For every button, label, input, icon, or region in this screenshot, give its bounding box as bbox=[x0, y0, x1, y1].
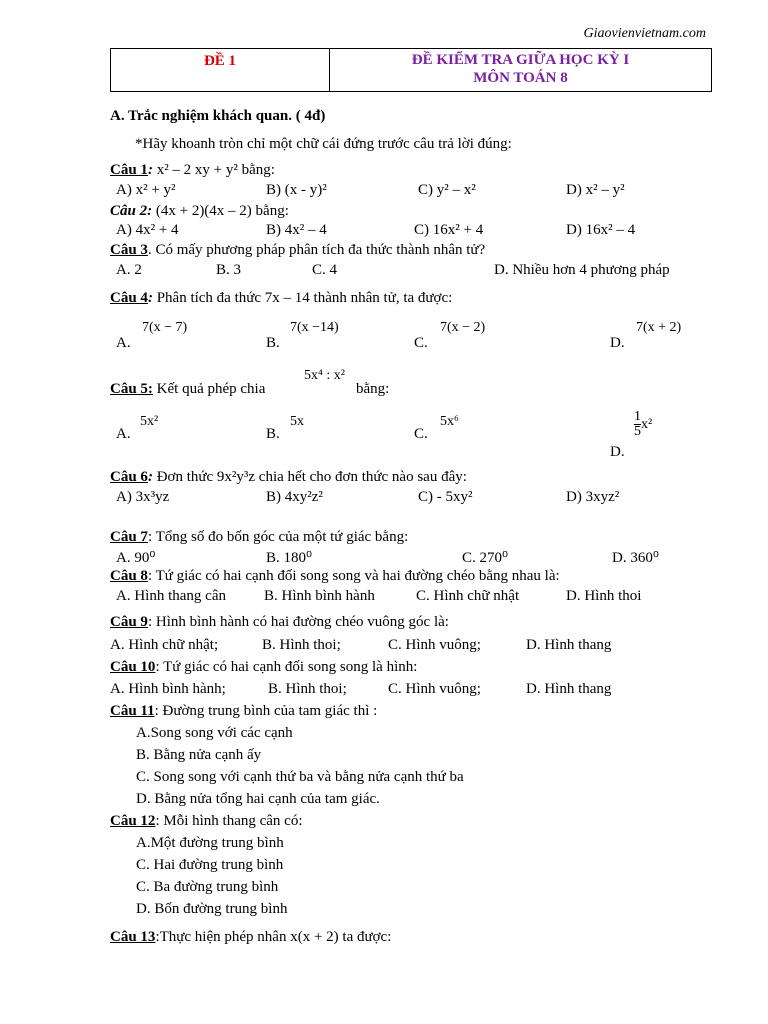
question-8: Câu 8: Tứ giác có hai cạnh đối song song và hai đường chéo bằng nhau là: bbox=[110, 568, 560, 584]
q11-option-c[interactable]: C. Song song với cạnh thứ ba và bằng nửa cạnh thứ ba bbox=[136, 769, 464, 785]
question-11: Câu 11: Đường trung bình của tam giác thì : bbox=[110, 703, 378, 719]
question-3: Câu 3. Có mấy phương pháp phân tích đa thức thành nhân tử? bbox=[110, 242, 486, 258]
question-11-text: : Đường trung bình của tam giác thì : bbox=[154, 703, 378, 719]
q8-option-a[interactable]: A. Hình thang cân bbox=[116, 588, 226, 604]
question-4: Câu 4: Phân tích đa thức 7x – 14 thành nhân tử, ta được: bbox=[110, 290, 453, 306]
q10-option-b[interactable]: B. Hình thoi; bbox=[268, 681, 347, 697]
q1-option-c[interactable]: C) y² – x² bbox=[418, 182, 476, 198]
question-13: Câu 13:Thực hiện phép nhân x(x + 2) ta được: bbox=[110, 929, 392, 945]
q7-option-b[interactable]: B. 180⁰ bbox=[266, 550, 313, 566]
q3-option-c[interactable]: C. 4 bbox=[312, 262, 338, 278]
q7-option-c[interactable]: C. 270⁰ bbox=[462, 550, 509, 566]
q1-option-b[interactable]: B) (x - y)² bbox=[266, 182, 327, 198]
q9-option-a[interactable]: A. Hình chữ nhật; bbox=[110, 637, 219, 653]
question-2-text: (4x + 2)(4x – 2) bằng: bbox=[155, 203, 289, 219]
q12-option-c[interactable]: C. Ba đường trung bình bbox=[136, 879, 279, 895]
question-6-text: Đơn thức 9x²y³z chia hết cho đơn thức nào sau đây: bbox=[152, 469, 467, 485]
question-1-text: x² – 2 xy + y² bằng: bbox=[156, 162, 275, 178]
question-8-text: : Tứ giác có hai cạnh đối song song và hai đường chéo bằng nhau là: bbox=[147, 568, 560, 584]
question-7: Câu 7: Tổng số đo bốn góc của một tứ giác bằng: bbox=[110, 529, 409, 545]
q3-option-a[interactable]: A. 2 bbox=[116, 262, 142, 278]
q2-option-d[interactable]: D) 16x² – 4 bbox=[566, 222, 636, 238]
q4-option-b[interactable]: B. bbox=[266, 335, 280, 351]
q6-option-d[interactable]: D) 3xyz² bbox=[566, 489, 620, 505]
exam-number: ĐỀ 1 bbox=[111, 49, 330, 91]
exam-title: ĐỀ KIỂM TRA GIỮA HỌC KỲ I MÔN TOÁN 8 bbox=[411, 52, 630, 86]
question-12: Câu 12: Mỗi hình thang cân có: bbox=[110, 813, 303, 829]
q4-option-c[interactable]: C. bbox=[414, 335, 428, 351]
q6-option-c[interactable]: C) - 5xy² bbox=[418, 489, 473, 505]
question-3-text: . Có mấy phương pháp phân tích đa thức thành nhân tử? bbox=[147, 242, 486, 258]
q4-expr-d: 7(x + 2) bbox=[636, 320, 682, 335]
q10-option-c[interactable]: C. Hình vuông; bbox=[388, 681, 481, 697]
question-4-text: Phân tích đa thức 7x – 14 thành nhân tử, ta được: bbox=[152, 290, 453, 306]
q9-option-b[interactable]: B. Hình thoi; bbox=[262, 637, 341, 653]
q4-expr-c: 7(x − 2) bbox=[440, 320, 486, 335]
q6-option-b[interactable]: B) 4xy²z² bbox=[266, 489, 323, 505]
q4-option-a[interactable]: A. bbox=[116, 335, 131, 351]
q10-option-d[interactable]: D. Hình thang bbox=[526, 681, 612, 697]
q7-option-d[interactable]: D. 360⁰ bbox=[612, 550, 659, 566]
q9-option-d[interactable]: D. Hình thang bbox=[526, 637, 612, 653]
q4-expr-a: 7(x − 7) bbox=[142, 320, 188, 335]
question-7-text: : Tổng số đo bốn góc của một tứ giác bằng: bbox=[147, 529, 409, 545]
q3-option-b[interactable]: B. 3 bbox=[216, 262, 242, 278]
question-9: Câu 9: Hình bình hành có hai đường chéo vuông góc là: bbox=[110, 614, 449, 630]
q11-option-b[interactable]: B. Bằng nửa cạnh ấy bbox=[136, 747, 262, 763]
question-1: Câu 1: x² – 2 xy + y² bằng: bbox=[110, 162, 275, 178]
q5-expr: 5x⁴ : x² bbox=[304, 368, 345, 383]
question-12-text: : Mỗi hình thang cân có: bbox=[155, 813, 303, 829]
q2-option-c[interactable]: C) 16x² + 4 bbox=[414, 222, 484, 238]
question-13-text: :Thực hiện phép nhân x(x + 2) ta được: bbox=[155, 929, 392, 945]
q5-expr-d: $\frac{1}{5}$ x² bbox=[634, 409, 653, 439]
q12-option-d[interactable]: D. Bốn đường trung bình bbox=[136, 901, 288, 917]
q5-expr-c: 5x⁶ bbox=[440, 414, 459, 429]
q11-option-d[interactable]: D. Bằng nửa tổng hai cạnh của tam giác. bbox=[136, 791, 380, 807]
q4-expr-b: 7(x −14) bbox=[290, 320, 339, 335]
q12-option-b[interactable]: C. Hai đường trung bình bbox=[136, 857, 284, 873]
q5-option-c[interactable]: C. bbox=[414, 426, 428, 442]
q5-expr-a: 5x² bbox=[140, 414, 159, 429]
question-6: Câu 6: Đơn thức 9x²y³z chia hết cho đơn thức nào sau đây: bbox=[110, 469, 467, 485]
q6-option-a[interactable]: A) 3x³yz bbox=[116, 489, 170, 505]
q1-option-d[interactable]: D) x² – y² bbox=[566, 182, 625, 198]
q7-option-a[interactable]: A. 90⁰ bbox=[116, 550, 156, 566]
q9-option-c[interactable]: C. Hình vuông; bbox=[388, 637, 481, 653]
q4-option-d[interactable]: D. bbox=[610, 335, 625, 351]
question-10: Câu 10: Tứ giác có hai cạnh đối song song là hình: bbox=[110, 659, 418, 675]
q5-expr-b: 5x bbox=[290, 414, 304, 429]
q5-option-a[interactable]: A. bbox=[116, 426, 131, 442]
q11-option-a[interactable]: A.Song song với các cạnh bbox=[136, 725, 293, 741]
section-a-heading: A. Trắc nghiệm khách quan. ( 4đ) bbox=[110, 108, 326, 124]
question-5: Câu 5: Kết quả phép chia bbox=[110, 381, 266, 397]
q8-option-b[interactable]: B. Hình bình hành bbox=[264, 588, 375, 604]
q5-tail: bằng: bbox=[356, 381, 390, 397]
q5-option-b[interactable]: B. bbox=[266, 426, 280, 442]
q10-option-a[interactable]: A. Hình bình hành; bbox=[110, 681, 226, 697]
header-box bbox=[110, 48, 712, 92]
q1-option-a[interactable]: A) x² + y² bbox=[116, 182, 176, 198]
q8-option-d[interactable]: D. Hình thoi bbox=[566, 588, 642, 604]
q5-option-d[interactable]: D. bbox=[610, 444, 625, 460]
instruction: *Hãy khoanh tròn chỉ một chữ cái đứng trước câu trả lời đúng: bbox=[135, 136, 512, 152]
q2-option-a[interactable]: A) 4x² + 4 bbox=[116, 222, 179, 238]
question-10-text: : Tứ giác có hai cạnh đối song song là hình: bbox=[155, 659, 418, 675]
q12-option-a[interactable]: A.Một đường trung bình bbox=[136, 835, 284, 851]
question-9-text: : Hình bình hành có hai đường chéo vuông góc là: bbox=[147, 614, 449, 630]
q3-option-d[interactable]: D. Nhiều hơn 4 phương pháp bbox=[494, 262, 670, 278]
q8-option-c[interactable]: C. Hình chữ nhật bbox=[416, 588, 520, 604]
site-watermark: Giaovienvietnam.com bbox=[583, 26, 706, 41]
q2-option-b[interactable]: B) 4x² – 4 bbox=[266, 222, 327, 238]
question-2: Câu 2: (4x + 2)(4x – 2) bằng: bbox=[110, 203, 289, 219]
